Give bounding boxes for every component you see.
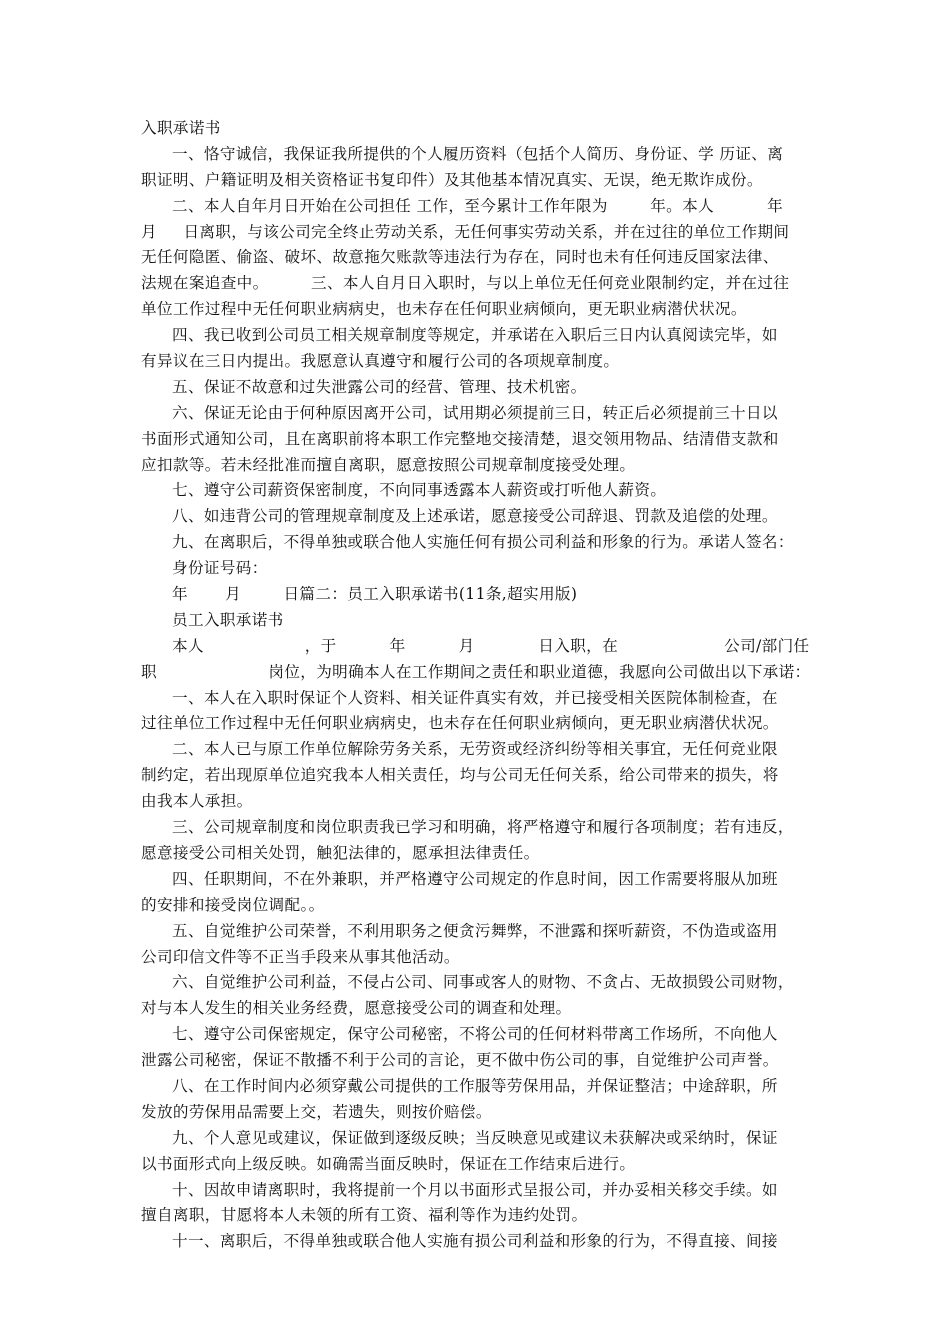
paragraph-line: 三、公司规章制度和岗位职责我已学习和明确，将严格遵守和履行各项制度；若有违反， [172, 818, 794, 837]
paragraph-line: 身份证号码： [172, 559, 268, 578]
section-title: 员工入职承诺书 [172, 610, 284, 629]
paragraph-line: 一、恪守诚信，我保证我所提供的个人履历资料（包括个人简历、身份证、学 历证、离 [172, 144, 784, 163]
paragraph-line: 制约定，若出现原单位追究我本人相关责任，均与公司无任何关系，给公司带来的损失，将 [141, 766, 779, 785]
paragraph-line: 应扣款等。若未经批准而擅自离职，愿意按照公司规章制度接受处理。 [141, 455, 636, 474]
paragraph-line: 月 日离职，与该公司完全终止劳动关系，无任何事实劳动关系，并在过往的单位工作期间 [141, 222, 790, 241]
paragraph-line: 书面形式通知公司，且在离职前将本职工作完整地交接清楚，退交领用物品、结清借支款和 [141, 429, 779, 448]
paragraph-line: 单位工作过程中无任何职业病病史，也未存在任何职业病倾向，更无职业病潜伏状况。 [141, 300, 747, 319]
paragraph-line: 由我本人承担。 [141, 792, 253, 811]
paragraph-line: 六、保证无论由于何种原因离开公司，试用期必须提前三日，转正后必须提前三十日以 [172, 403, 778, 422]
paragraph-line: 的安排和接受岗位调配。。 [141, 895, 325, 914]
paragraph-line: 无任何隐匿、偷盗、破坏、故意拖欠账款等违法行为存在，同时也未有任何违反国家法律、 [141, 248, 779, 267]
paragraph-line: 职 岗位，为明确本人在工作期间之责任和职业道德，我愿向公司做出以下承诺： [141, 662, 811, 681]
paragraph-line: 八、在工作时间内必须穿戴公司提供的工作服等劳保用品，并保证整洁；中途辞职，所 [172, 1076, 778, 1095]
paragraph-line: 十一、离职后，不得单独或联合他人实施有损公司利益和形象的行为，不得直接、间接 [172, 1232, 778, 1251]
paragraph-line: 法规在案追查中。 三、本人自月日入职时，与以上单位无任何竞业限制约定，并在过往 [141, 274, 790, 293]
paragraph-line: 对与本人发生的相关业务经费，愿意接受公司的调查和处理。 [141, 999, 572, 1018]
paragraph-line: 八、如违背公司的管理规章制度及上述承诺，愿意接受公司辞退、罚款及追偿的处理。 [172, 507, 778, 526]
paragraph-line: 二、本人自年月日开始在公司担任 工作，至今累计工作年限为 年。本人 年 [172, 196, 784, 215]
paragraph-line: 九、在离职后，不得单独或联合他人实施任何有损公司利益和形象的行为。承诺人签名： [172, 533, 794, 552]
paragraph-line: 泄露公司秘密，保证不散播不利于公司的言论，更不做中伤公司的事，自觉维护公司声誉。 [141, 1051, 779, 1070]
paragraph-line: 六、自觉维护公司利益，不侵占公司、同事或客人的财物、不贪占、无故损毁公司财物， [172, 973, 794, 992]
paragraph-line: 有异议在三日内提出。我愿意认真遵守和履行公司的各项规章制度。 [141, 352, 620, 371]
paragraph-line: 九、个人意见或建议，保证做到逐级反映；当反映意见或建议未获解决或采纳时，保证 [172, 1128, 778, 1147]
paragraph-line: 十、因故申请离职时，我将提前一个月以书面形式呈报公司，并办妥相关移交手续。如 [172, 1180, 778, 1199]
paragraph-line: 公司印信文件等不正当手段来从事其他活动。 [141, 947, 460, 966]
paragraph-line: 年 月 日篇二：员工入职承诺书(11条,超实用版) [172, 585, 578, 604]
paragraph-line: 以书面形式向上级反映。如确需当面反映时，保证在工作结束后进行。 [141, 1154, 636, 1173]
paragraph-line: 七、遵守公司保密规定，保守公司秘密，不将公司的任何材料带离工作场所，不向他人 [172, 1025, 778, 1044]
paragraph-line: 本人 ，于 年 月 日入职，在 公司/部门任 [172, 636, 810, 655]
paragraph-line: 发放的劳保用品需要上交，若遗失，则按价赔偿。 [141, 1102, 492, 1121]
paragraph-line: 七、遵守公司薪资保密制度，不向同事透露本人薪资或打听他人薪资。 [172, 481, 667, 500]
paragraph-line: 四、我已收到公司员工相关规章制度等规定，并承诺在入职后三日内认真阅读完毕，如 [172, 326, 778, 345]
document-title: 入职承诺书 [141, 119, 221, 137]
document-body [141, 116, 811, 1255]
paragraph-line: 擅自离职，甘愿将本人未领的所有工资、福利等作为违约处罚。 [141, 1206, 588, 1225]
paragraph-line: 二、本人已与原工作单位解除劳务关系，无劳资或经济纠纷等相关事宜，无任何竞业限 [172, 740, 778, 759]
paragraph-line: 四、任职期间，不在外兼职，并严格遵守公司规定的作息时间，因工作需要将服从加班 [172, 869, 778, 888]
paragraph-line: 职证明、户籍证明及相关资格证书复印件）及其他基本情况真实、无误，绝无欺诈成份。 [141, 170, 763, 189]
paragraph-line: 五、保证不故意和过失泄露公司的经营、管理、技术机密。 [172, 377, 587, 396]
paragraph-line: 五、自觉维护公司荣誉，不利用职务之便贪污舞弊，不泄露和探听薪资，不伪造或盗用 [172, 921, 778, 940]
paragraph-line: 过往单位工作过程中无任何职业病病史，也未存在任何职业病倾向，更无职业病潜伏状况。 [141, 714, 779, 733]
paragraph-line: 愿意接受公司相关处罚，触犯法律的，愿承担法律责任。 [141, 843, 540, 862]
paragraph-line: 一、本人在入职时保证个人资料、相关证件真实有效，并已接受相关医院体制检查，在 [172, 688, 778, 707]
